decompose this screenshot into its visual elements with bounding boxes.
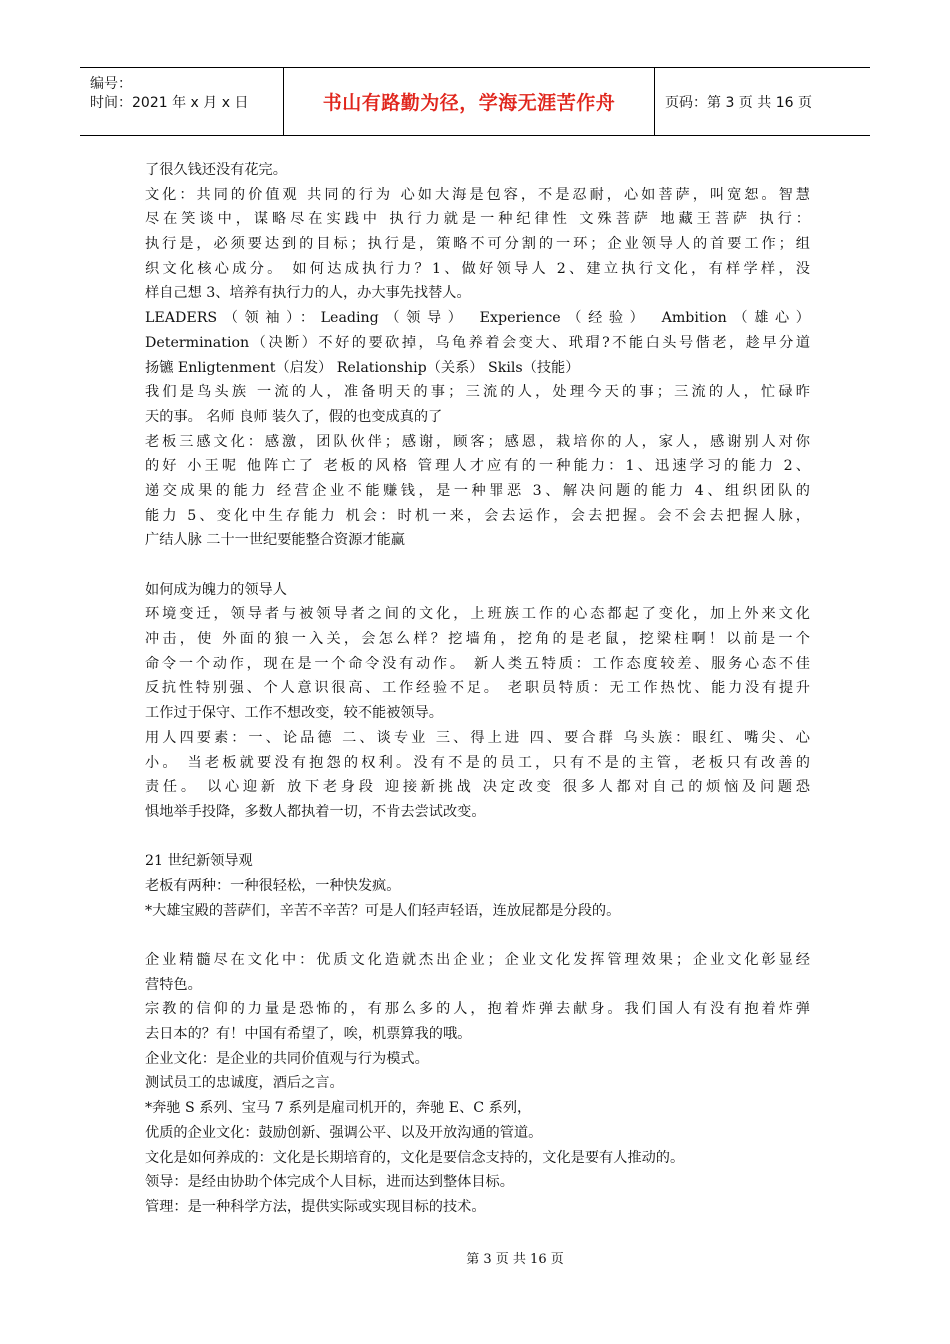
text-line: 小。 当老板就要没有抱怨的权利。没有不是的员工，只有不是的主管，老板只有改善的 [145, 754, 810, 771]
header-number-label: 编号： [90, 76, 132, 92]
text-line: 命令一个动作，现在是一个命令没有动作。 新人类五特质：工作态度较差、服务心态不佳 [145, 655, 810, 672]
text-line: 广结人脉 二十一世纪要能整合资源才能赢 [145, 532, 405, 549]
blank-line [145, 553, 810, 578]
text-line: 冲击，使 外面的狼一入关，会怎么样？挖墙角，挖角的是老鼠，挖梁柱啊！以前是一个 [145, 631, 810, 648]
text-line: 管理：是一种科学方法，提供实际或实现目标的技术。 [145, 1198, 486, 1215]
text-line: 宗教的信仰的力量是恐怖的，有那么多的人，抱着炸弹去献身。我们国人有没有抱着炸弹 [145, 1001, 810, 1018]
text-line: 样自己想 3、培养有执行力的人，办大事先找替人。 [145, 285, 471, 302]
text-line: LEADERS（领袖）：Leading（领导） Experience（经验） Ambition（雄心） [145, 310, 810, 327]
text-line: 21 世纪新领导观 [145, 853, 253, 870]
text-line: 环境变迁，领导者与被领导者之间的文化，上班族工作的心态都起了变化，加上外来文化 [145, 606, 810, 623]
blank-line [145, 923, 810, 948]
text-line: Determination（决断）不好的要砍掉，乌龟养着会变大、玳瑁?不能白头号偕老，趁早分道 [145, 334, 810, 351]
text-line: 老板有两种：一种很轻松，一种快发疯。 [145, 877, 401, 894]
text-line: 能力 5、变化中生存能力 机会：时机一来，会去运作，会去把握。会不会去把握人脉， [145, 507, 810, 524]
text-line: 尽在笑谈中，谋略尽在实践中 执行力就是一种纪律性 文殊菩萨 地藏王菩萨 执行： [145, 211, 810, 228]
text-line: *大雄宝殿的菩萨们，辛苦不辛苦？可是人们轻声轻语，连放屁都是分段的。 [145, 902, 621, 919]
text-line: 去日本的？有！中国有希望了，唉，机票算我的哦。 [145, 1026, 472, 1043]
text-line: 执行是，必须要达到的目标；执行是，策略不可分割的一环；企业领导人的首要工作；组 [145, 236, 810, 253]
page-footer [0, 1248, 950, 1267]
header-page-label: 页码：第 3 页 共 16 页 [665, 94, 812, 111]
text-line: 营特色。 [145, 976, 202, 993]
footer-page-number: 第 3 页 共 16 页 [466, 1252, 564, 1267]
document-body [145, 158, 810, 1220]
text-line: 文化是如何养成的：文化是长期培育的，文化是要信念支持的，文化是要有人推动的。 [145, 1149, 685, 1166]
text-line: 天的事。 名师 良师 装久了，假的也变成真的了 [145, 408, 443, 425]
text-line: 了很久钱还没有花完。 [145, 162, 287, 178]
text-line: 领导：是经由协助个体完成个人目标，进而达到整体目标。 [145, 1174, 514, 1191]
text-line: 企业文化：是企业的共同价值观与行为模式。 [145, 1050, 429, 1067]
text-line: 优质的企业文化：鼓励创新、强调公平、以及开放沟通的管道。 [145, 1124, 543, 1141]
text-line: 工作过于保守、工作不想改变，较不能被领导。 [145, 705, 443, 722]
header-time-label: 时间：2021 年 x 月 x 日 [90, 95, 249, 111]
text-line: 文化：共同的价值观 共同的行为 心如大海是包容，不是忍耐，心如菩萨，叫宽恕。智慧 [145, 186, 810, 203]
text-line: 的好 小王呢 他阵亡了 老板的风格 管理人才应有的一种能力：1、迅速学习的能力 2、 [145, 458, 810, 475]
text-line: 扬镳 Enligtenment（启发） Relationship（关系） Skils（技能） [145, 359, 580, 376]
text-line: 递交成果的能力 经营企业不能赚钱，是一种罪恶 3、解决问题的能力 4、组织团队的 [145, 482, 810, 499]
blank-line [145, 825, 810, 850]
text-line: 测试员工的忠诚度，酒后之言。 [145, 1075, 344, 1092]
text-line: 责任。 以心迎新 放下老身段 迎接新挑战 决定改变 很多人都对自己的烦恼及问题恐 [145, 779, 810, 796]
text-line: 老板三感文化：感激，团队伙伴；感谢，顾客；感恩，栽培你的人，家人，感谢别人对你 [145, 433, 810, 450]
text-line: 我们是鸟头族 一流的人，准备明天的事；三流的人，处理今天的事；三流的人，忙碌昨 [145, 384, 810, 401]
text-line: 如何成为魄力的领导人 [145, 581, 287, 598]
text-line: 反抗性特别强、个人意识很高、工作经验不足。 老职员特质：无工作热忱、能力没有提升 [145, 680, 810, 697]
text-line: *奔驰 S 系列、宝马 7 系列是雇司机开的，奔驰 E、C 系列， [145, 1100, 532, 1117]
page-header [80, 67, 870, 136]
header-motto: 书山有路勤为径，学海无涯苦作舟 [322, 92, 616, 114]
text-line: 企业精髓尽在文化中：优质文化造就杰出企业；企业文化发挥管理效果；企业文化彰显经 [145, 952, 810, 968]
header-meta [80, 68, 283, 135]
header-motto-cell [283, 68, 655, 135]
text-line: 用人四要素：一、论品德 二、谈专业 三、得上进 四、要合群 乌头族：眼红、嘴尖、心 [145, 729, 810, 746]
text-line: 惧地举手投降，多数人都执着一切，不肯去尝试改变。 [145, 803, 486, 820]
text-line: 织文化核心成分。 如何达成执行力？1、做好领导人 2、建立执行文化，有样学样，没 [145, 260, 810, 277]
